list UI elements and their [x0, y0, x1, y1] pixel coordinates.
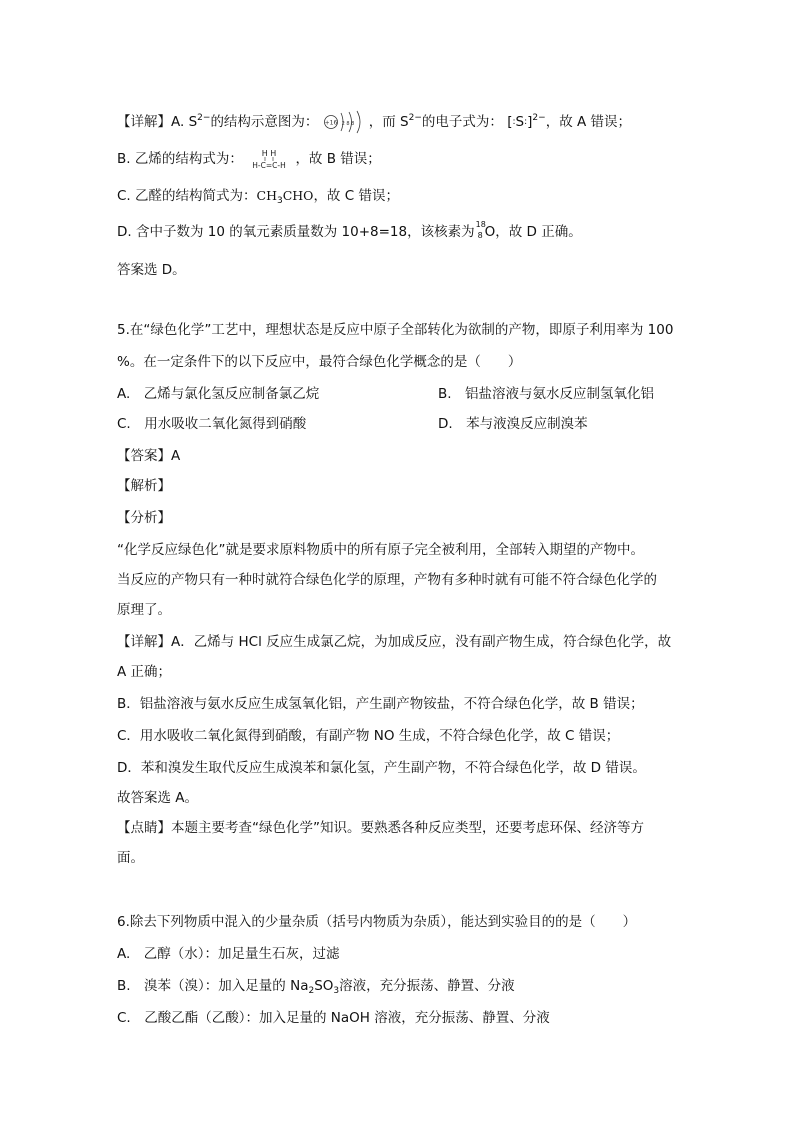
sulfide-electron-formula: [:S:]$^{2-}$	[507, 113, 546, 130]
q4-answer: 答案选 D。	[117, 262, 186, 278]
q5-answer: 【答案】A	[117, 448, 181, 464]
q5-remark-line1: 【点睛】本题主要考查“绿色化学”知识。要熟悉各种反应类型，还要考虑环保、经济等方	[117, 820, 644, 836]
q5-option-c: C. 用水吸收二氧化氮得到硝酸	[117, 416, 307, 432]
q4-detail-c: C. 乙醛的结构简式为：$CH_3CHO$，故 C 错误；	[117, 188, 399, 206]
q4-detail-d: D. 含中子数为 10 的氧元素质量数为 10+8=18，该核素为 18 8 O，故 D 正确。	[117, 220, 582, 240]
q6-stem: 6.除去下列物质中混入的少量杂质（括号内物质为杂质），能达到实验目的的是（ ）	[117, 914, 637, 930]
sulfide-ion-structure-diagram	[323, 110, 369, 134]
ethylene-structural-formula	[247, 148, 291, 170]
q5-option-b: B. 铝盐溶液与氨水反应制氢氧化铝	[438, 386, 655, 402]
q5-detail-c: C．用水吸收二氧化氮得到硝酸，有副产物 NO 生成，不符合绿色化学，故 C 错误；	[117, 728, 620, 744]
q5-remark-line2: 面。	[117, 850, 144, 866]
svg-text:H H: H H	[261, 149, 277, 158]
q5-fenxi-line3: 原理了。	[117, 602, 171, 618]
q5-detail-line2: A 正确；	[117, 664, 172, 680]
q5-stem-line1: 5.在“绿色化学”工艺中，理想状态是反应中原子全部转化为欲制的产物，即原子利用率为 100	[117, 322, 674, 338]
q5-fenxi-tag: 【分析】	[117, 510, 171, 526]
q5-detail-d: D．苯和溴发生取代反应生成溴苯和氯化氢，产生副产物，不符合绿色化学，故 D 错误。	[117, 760, 646, 776]
q5-fenxi-line2: 当反应的产物只有一种时就符合绿色化学的原理，产物有多种时就有可能不符合绿色化学的	[117, 572, 657, 588]
q5-stem-line2: %。在一定条件下的以下反应中，最符合绿色化学概念的是（ ）	[117, 354, 522, 370]
svg-text:H-C=C-H: H-C=C-H	[252, 161, 286, 170]
q6-option-a: A. 乙醇（水）：加足量生石灰，过滤	[117, 946, 340, 962]
detail-tag: 【详解】	[117, 114, 171, 130]
q5-conclusion: 故答案选 A。	[117, 790, 199, 806]
q5-option-a: A. 乙烯与氯化氢反应制备氯乙烷	[117, 386, 320, 402]
q5-detail-b: B．铝盐溶液与氨水反应生成氢氧化铝，产生副产物铵盐，不符合绿色化学，故 B 错误；	[117, 696, 644, 712]
q4-detail-b: B. 乙烯的结构式为： H H H-C=C-H ，故 B 错误；	[117, 149, 381, 170]
atom-shells-label: 2 8 8	[341, 121, 355, 127]
q5-fenxi-line1: “化学反应绿色化”就是要求原料物质中的所有原子完全被利用，全部转入期望的产物中。	[117, 542, 644, 558]
q6-option-c: C. 乙酸乙酯（乙酸）：加入足量的 NaOH 溶液，充分振荡、静置、分液	[117, 1010, 550, 1026]
q6-option-b: B. 溴苯（溴）：加入足量的 $Na_2SO_3$溶液，充分振荡、静置、分液	[117, 978, 515, 996]
q5-detail-line1: 【详解】A．乙烯与 HCl 反应生成氯乙烷，为加成反应，没有副产物生成，符合绿色化学，故	[117, 634, 672, 650]
q4-detail-a: 【详解】A. $S^{2-}$的结构示意图为： +16 2 8 8 ，而 $S^{2-}$的电子式为： [:S:]$^{2-}$，故 A 错误；	[117, 108, 631, 134]
q5-option-d: D. 苯与液溴反应制溴苯	[438, 416, 588, 432]
atom-nucleus-label: +16	[324, 119, 338, 127]
oxygen-isotope-notation: 18 8	[475, 220, 486, 240]
q5-analysis-tag: 【解析】	[117, 478, 171, 494]
